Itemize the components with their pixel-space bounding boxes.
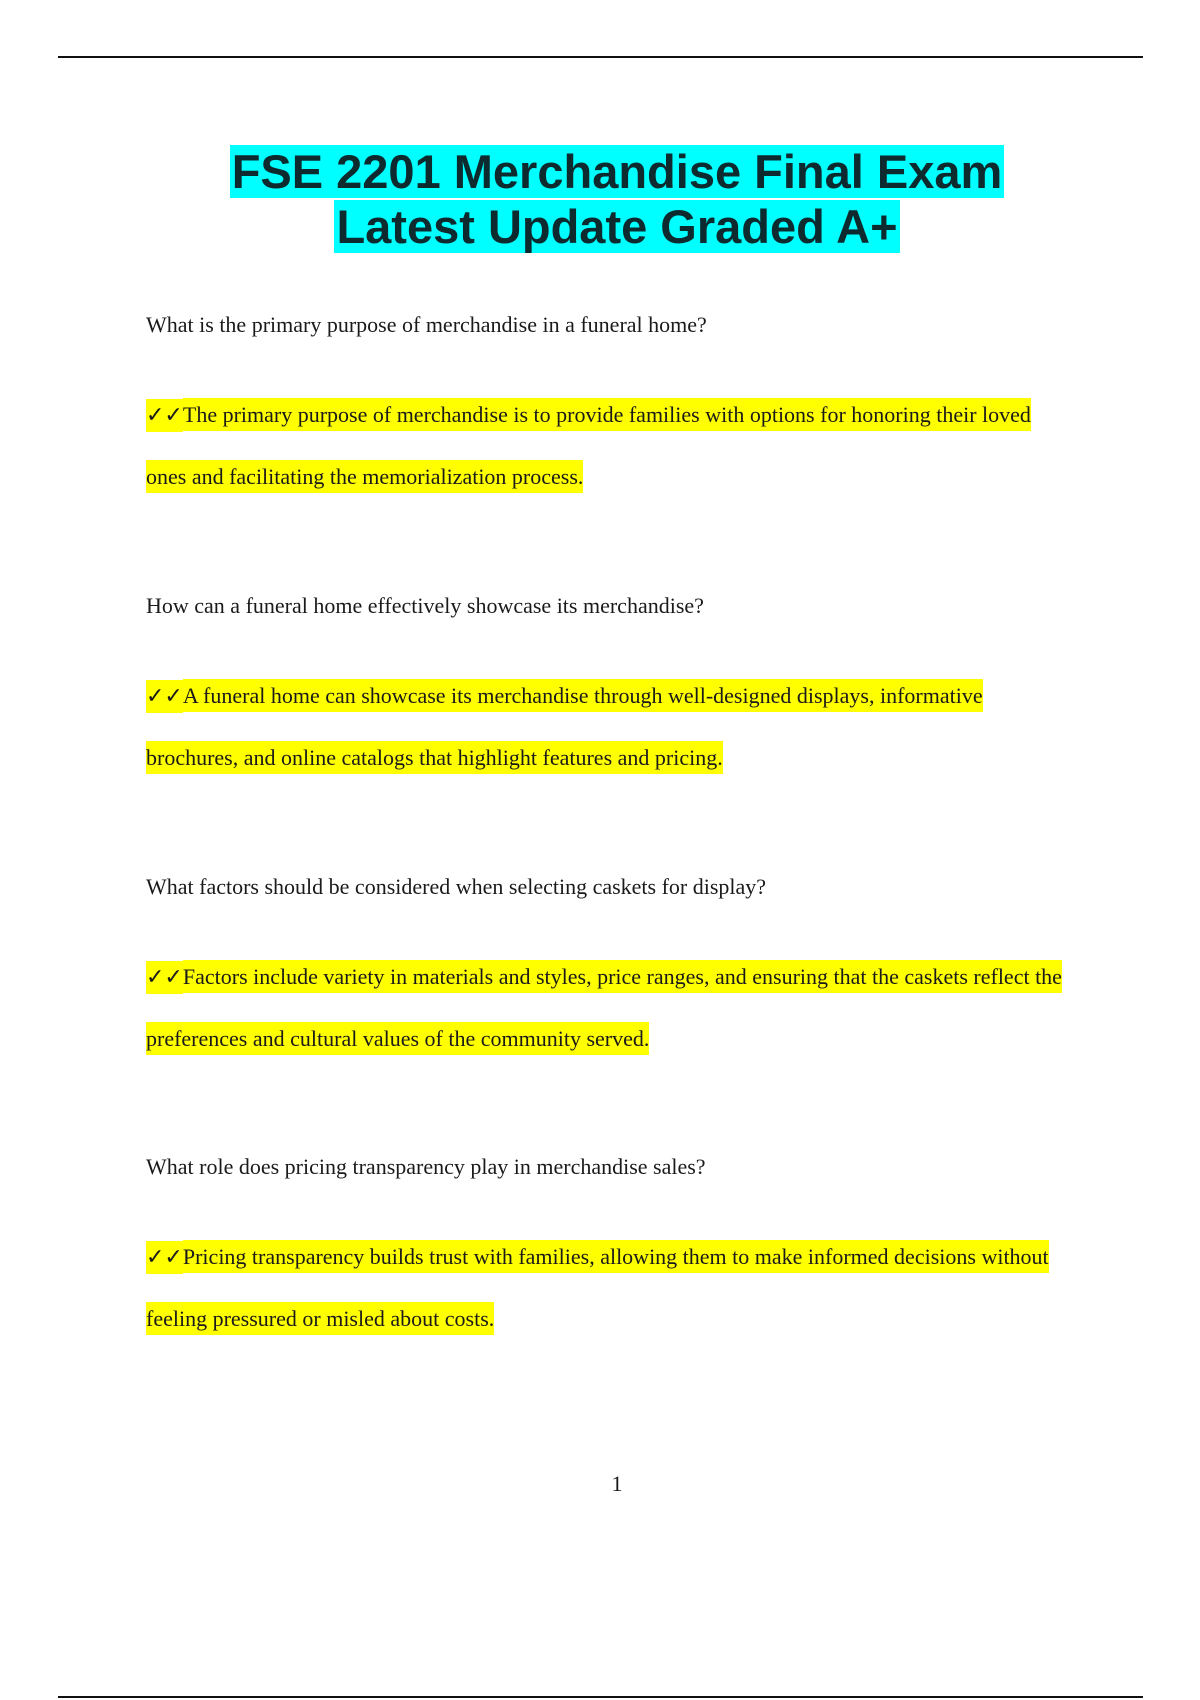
page-number: 1	[611, 1471, 623, 1496]
answer-1-text: The primary purpose of merchandise is to provide families with options for honoring their loved ones and facilitating the memorialization process.	[146, 398, 1031, 493]
qa-item-4	[146, 1153, 1076, 1349]
double-check-icon: ✓✓	[146, 1241, 183, 1274]
document-title	[0, 144, 1200, 254]
answer-1	[146, 384, 1076, 507]
answer-2-text: A funeral home can showcase its merchandise through well-designed displays, informative brochures, and online catalogs that highlight features and pricing.	[146, 679, 983, 774]
question-1: What is the primary purpose of merchandise in a funeral home?	[146, 312, 707, 337]
answer-4	[146, 1226, 1076, 1349]
question-3: What factors should be considered when selecting caskets for display?	[146, 874, 767, 899]
answer-3-text: Factors include variety in materials and styles, price ranges, and ensuring that the caskets reflect the preferences and cultural values of the community served.	[146, 960, 1062, 1055]
question-2: How can a funeral home effectively showcase its merchandise?	[146, 593, 704, 618]
double-check-icon: ✓✓	[146, 680, 183, 713]
answer-2	[146, 665, 1076, 788]
qa-item-3	[146, 873, 1076, 1069]
title-line-1: FSE 2201 Merchandise Final Exam	[231, 145, 1003, 198]
qa-item-1	[146, 311, 1076, 507]
bottom-rule	[58, 1696, 1143, 1698]
answer-3	[146, 946, 1076, 1069]
answer-4-text: Pricing transparency builds trust with families, allowing them to make informed decisions without feeling pressured or misled about costs.	[146, 1240, 1049, 1335]
question-4: What role does pricing transparency play in merchandise sales?	[146, 1154, 706, 1179]
top-rule	[58, 56, 1143, 58]
title-line-2: Latest Update Graded A+	[336, 200, 898, 253]
qa-item-2	[146, 592, 1076, 788]
double-check-icon: ✓✓	[146, 399, 183, 432]
double-check-icon: ✓✓	[146, 961, 183, 994]
